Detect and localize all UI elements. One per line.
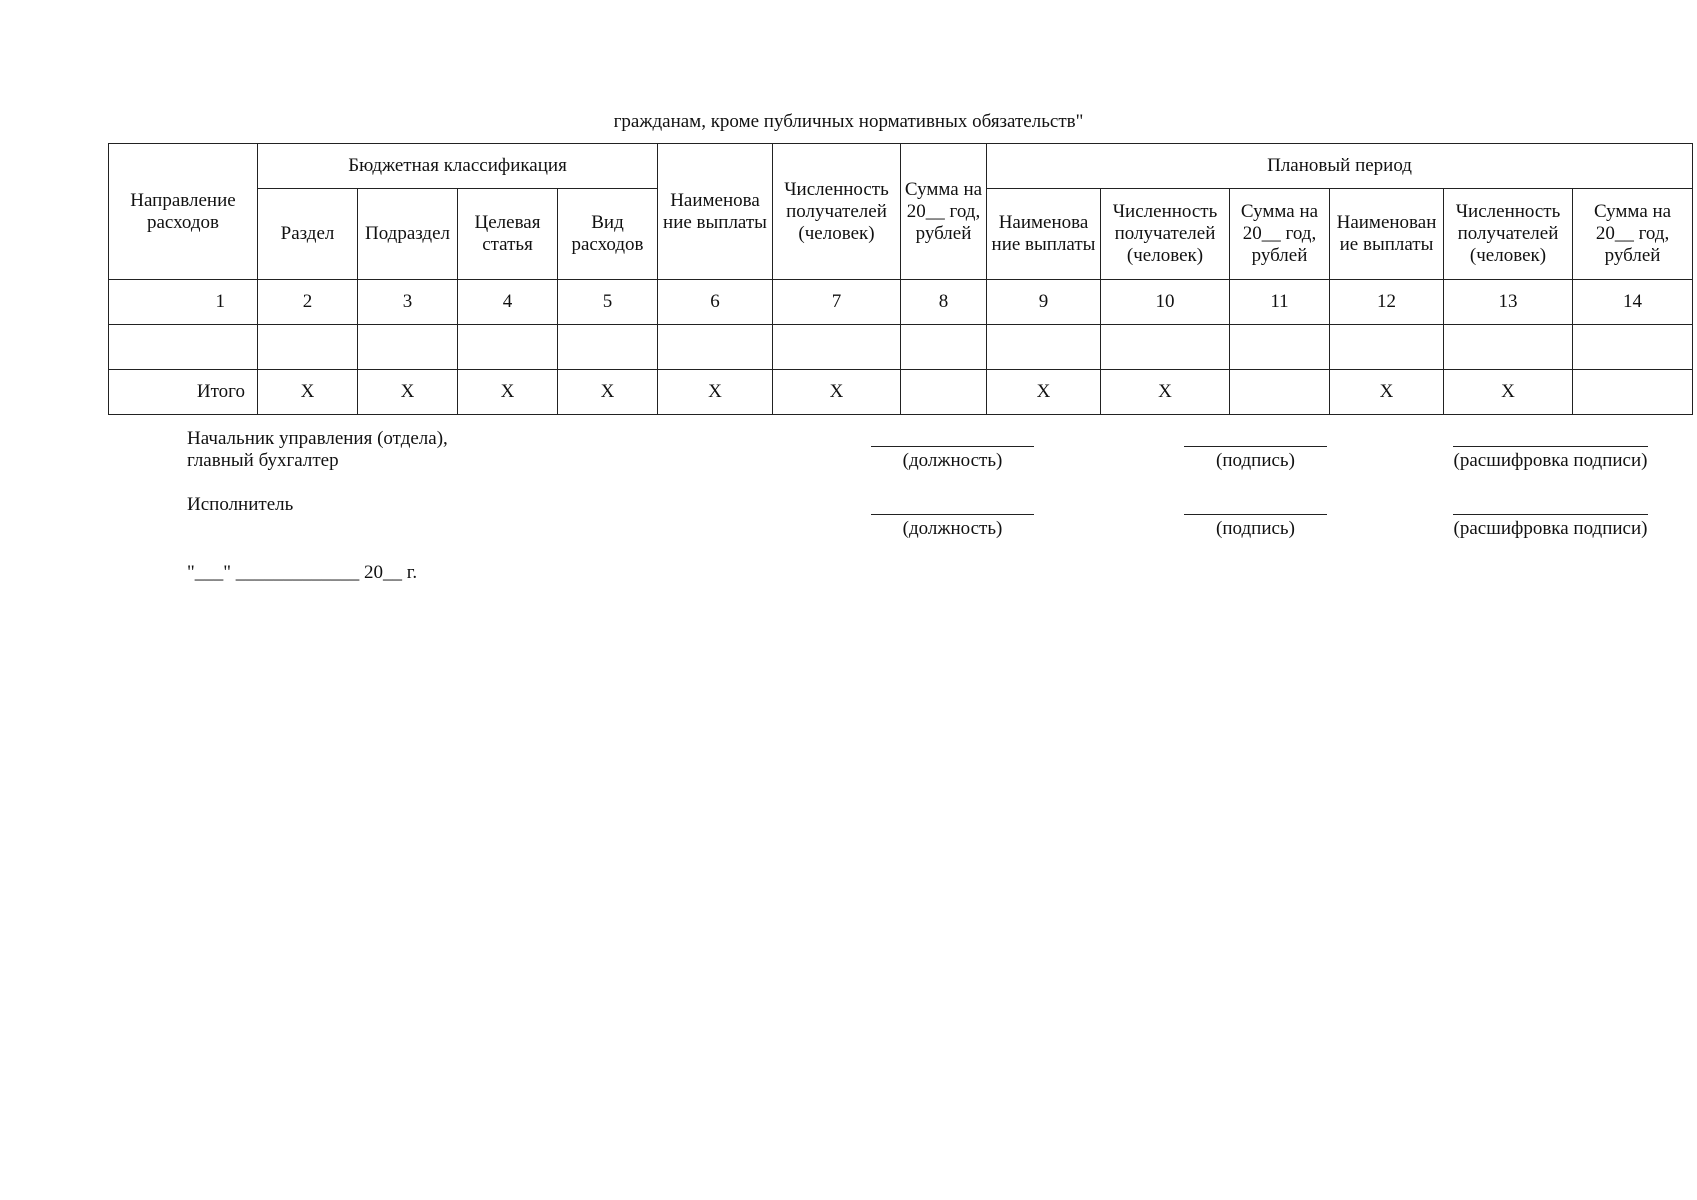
- signature-caption: (подпись): [1216, 518, 1295, 539]
- header-p1-sum: Сумма на 20__ год, рублей: [1230, 189, 1330, 280]
- column-number: 9: [987, 280, 1101, 325]
- table-cell: [458, 325, 558, 370]
- header-payment-name: Наименова ние выплаты: [658, 144, 773, 280]
- total-cell: [1230, 370, 1330, 415]
- column-number: 7: [773, 280, 901, 325]
- decoding-line: [1453, 514, 1648, 515]
- table-cell: [1230, 325, 1330, 370]
- header-expense-type: Вид расходов: [558, 189, 658, 280]
- total-cell: X: [658, 370, 773, 415]
- column-number: 8: [901, 280, 987, 325]
- decoding-line: [1453, 446, 1648, 447]
- total-cell: X: [773, 370, 901, 415]
- decoding-caption: (расшифровка подписи): [1453, 450, 1648, 471]
- table-cell: [358, 325, 458, 370]
- decoding-caption: (расшифровка подписи): [1453, 518, 1648, 539]
- total-cell: [901, 370, 987, 415]
- total-cell: X: [987, 370, 1101, 415]
- head-label-line1: Начальник управления (отдела),: [187, 428, 448, 449]
- column-number: 14: [1573, 280, 1693, 325]
- column-number: 2: [258, 280, 358, 325]
- table-cell: [658, 325, 773, 370]
- table-cell: [1330, 325, 1444, 370]
- header-subsection: Подраздел: [358, 189, 458, 280]
- header-p2-sum: Сумма на 20__ год, рублей: [1573, 189, 1693, 280]
- table-cell: [1444, 325, 1573, 370]
- position-line: [871, 514, 1034, 515]
- table-cell: [773, 325, 901, 370]
- column-number: 5: [558, 280, 658, 325]
- header-recipients: Численность получателей (человек): [773, 144, 901, 280]
- table-cell: [901, 325, 987, 370]
- position-line: [871, 446, 1034, 447]
- table-cell: [987, 325, 1101, 370]
- column-number: 12: [1330, 280, 1444, 325]
- column-number: 4: [458, 280, 558, 325]
- table-cell: [558, 325, 658, 370]
- header-sum-year: Сумма на 20__ год, рублей: [901, 144, 987, 280]
- column-number: 1: [109, 280, 258, 325]
- date-line: "___" _____________ 20__ г.: [187, 562, 418, 583]
- data-row: [109, 325, 1693, 370]
- total-cell: X: [1444, 370, 1573, 415]
- column-number: 11: [1230, 280, 1330, 325]
- total-label: Итого: [109, 370, 258, 415]
- table-cell: [109, 325, 258, 370]
- total-row: [109, 370, 1693, 415]
- header-p1-recipients: Численность получателей (человек): [1101, 189, 1230, 280]
- total-cell: X: [358, 370, 458, 415]
- signature-caption: (подпись): [1216, 450, 1295, 471]
- position-caption: (должность): [902, 450, 1003, 471]
- signature-line: [1184, 446, 1327, 447]
- header-p2-payment-name: Наименован ие выплаты: [1330, 189, 1444, 280]
- column-number: 3: [358, 280, 458, 325]
- distribution-table: [108, 143, 1693, 415]
- executor-label: Исполнитель: [187, 494, 294, 515]
- header-row-1: [109, 144, 1693, 189]
- total-cell: X: [458, 370, 558, 415]
- header-budget-classification: Бюджетная классификация: [258, 144, 658, 189]
- table-cell: [258, 325, 358, 370]
- header-direction: Направление расходов: [109, 144, 258, 280]
- total-cell: X: [1101, 370, 1230, 415]
- position-caption: (должность): [902, 518, 1003, 539]
- total-cell: [1573, 370, 1693, 415]
- table-cell: [1573, 325, 1693, 370]
- column-number: 6: [658, 280, 773, 325]
- header-section: Раздел: [258, 189, 358, 280]
- column-number-row: [109, 280, 1693, 325]
- header-p1-payment-name: Наименова ние выплаты: [987, 189, 1101, 280]
- document-title: гражданам, кроме публичных нормативных обязательств": [613, 111, 1084, 132]
- total-cell: X: [1330, 370, 1444, 415]
- table-cell: [1101, 325, 1230, 370]
- total-cell: X: [258, 370, 358, 415]
- signature-line: [1184, 514, 1327, 515]
- header-p2-recipients: Численность получателей (человек): [1444, 189, 1573, 280]
- column-number: 13: [1444, 280, 1573, 325]
- header-target-article: Целевая статья: [458, 189, 558, 280]
- total-cell: X: [558, 370, 658, 415]
- column-number: 10: [1101, 280, 1230, 325]
- header-planning-period: Плановый период: [987, 144, 1693, 189]
- head-label-line2: главный бухгалтер: [187, 450, 339, 471]
